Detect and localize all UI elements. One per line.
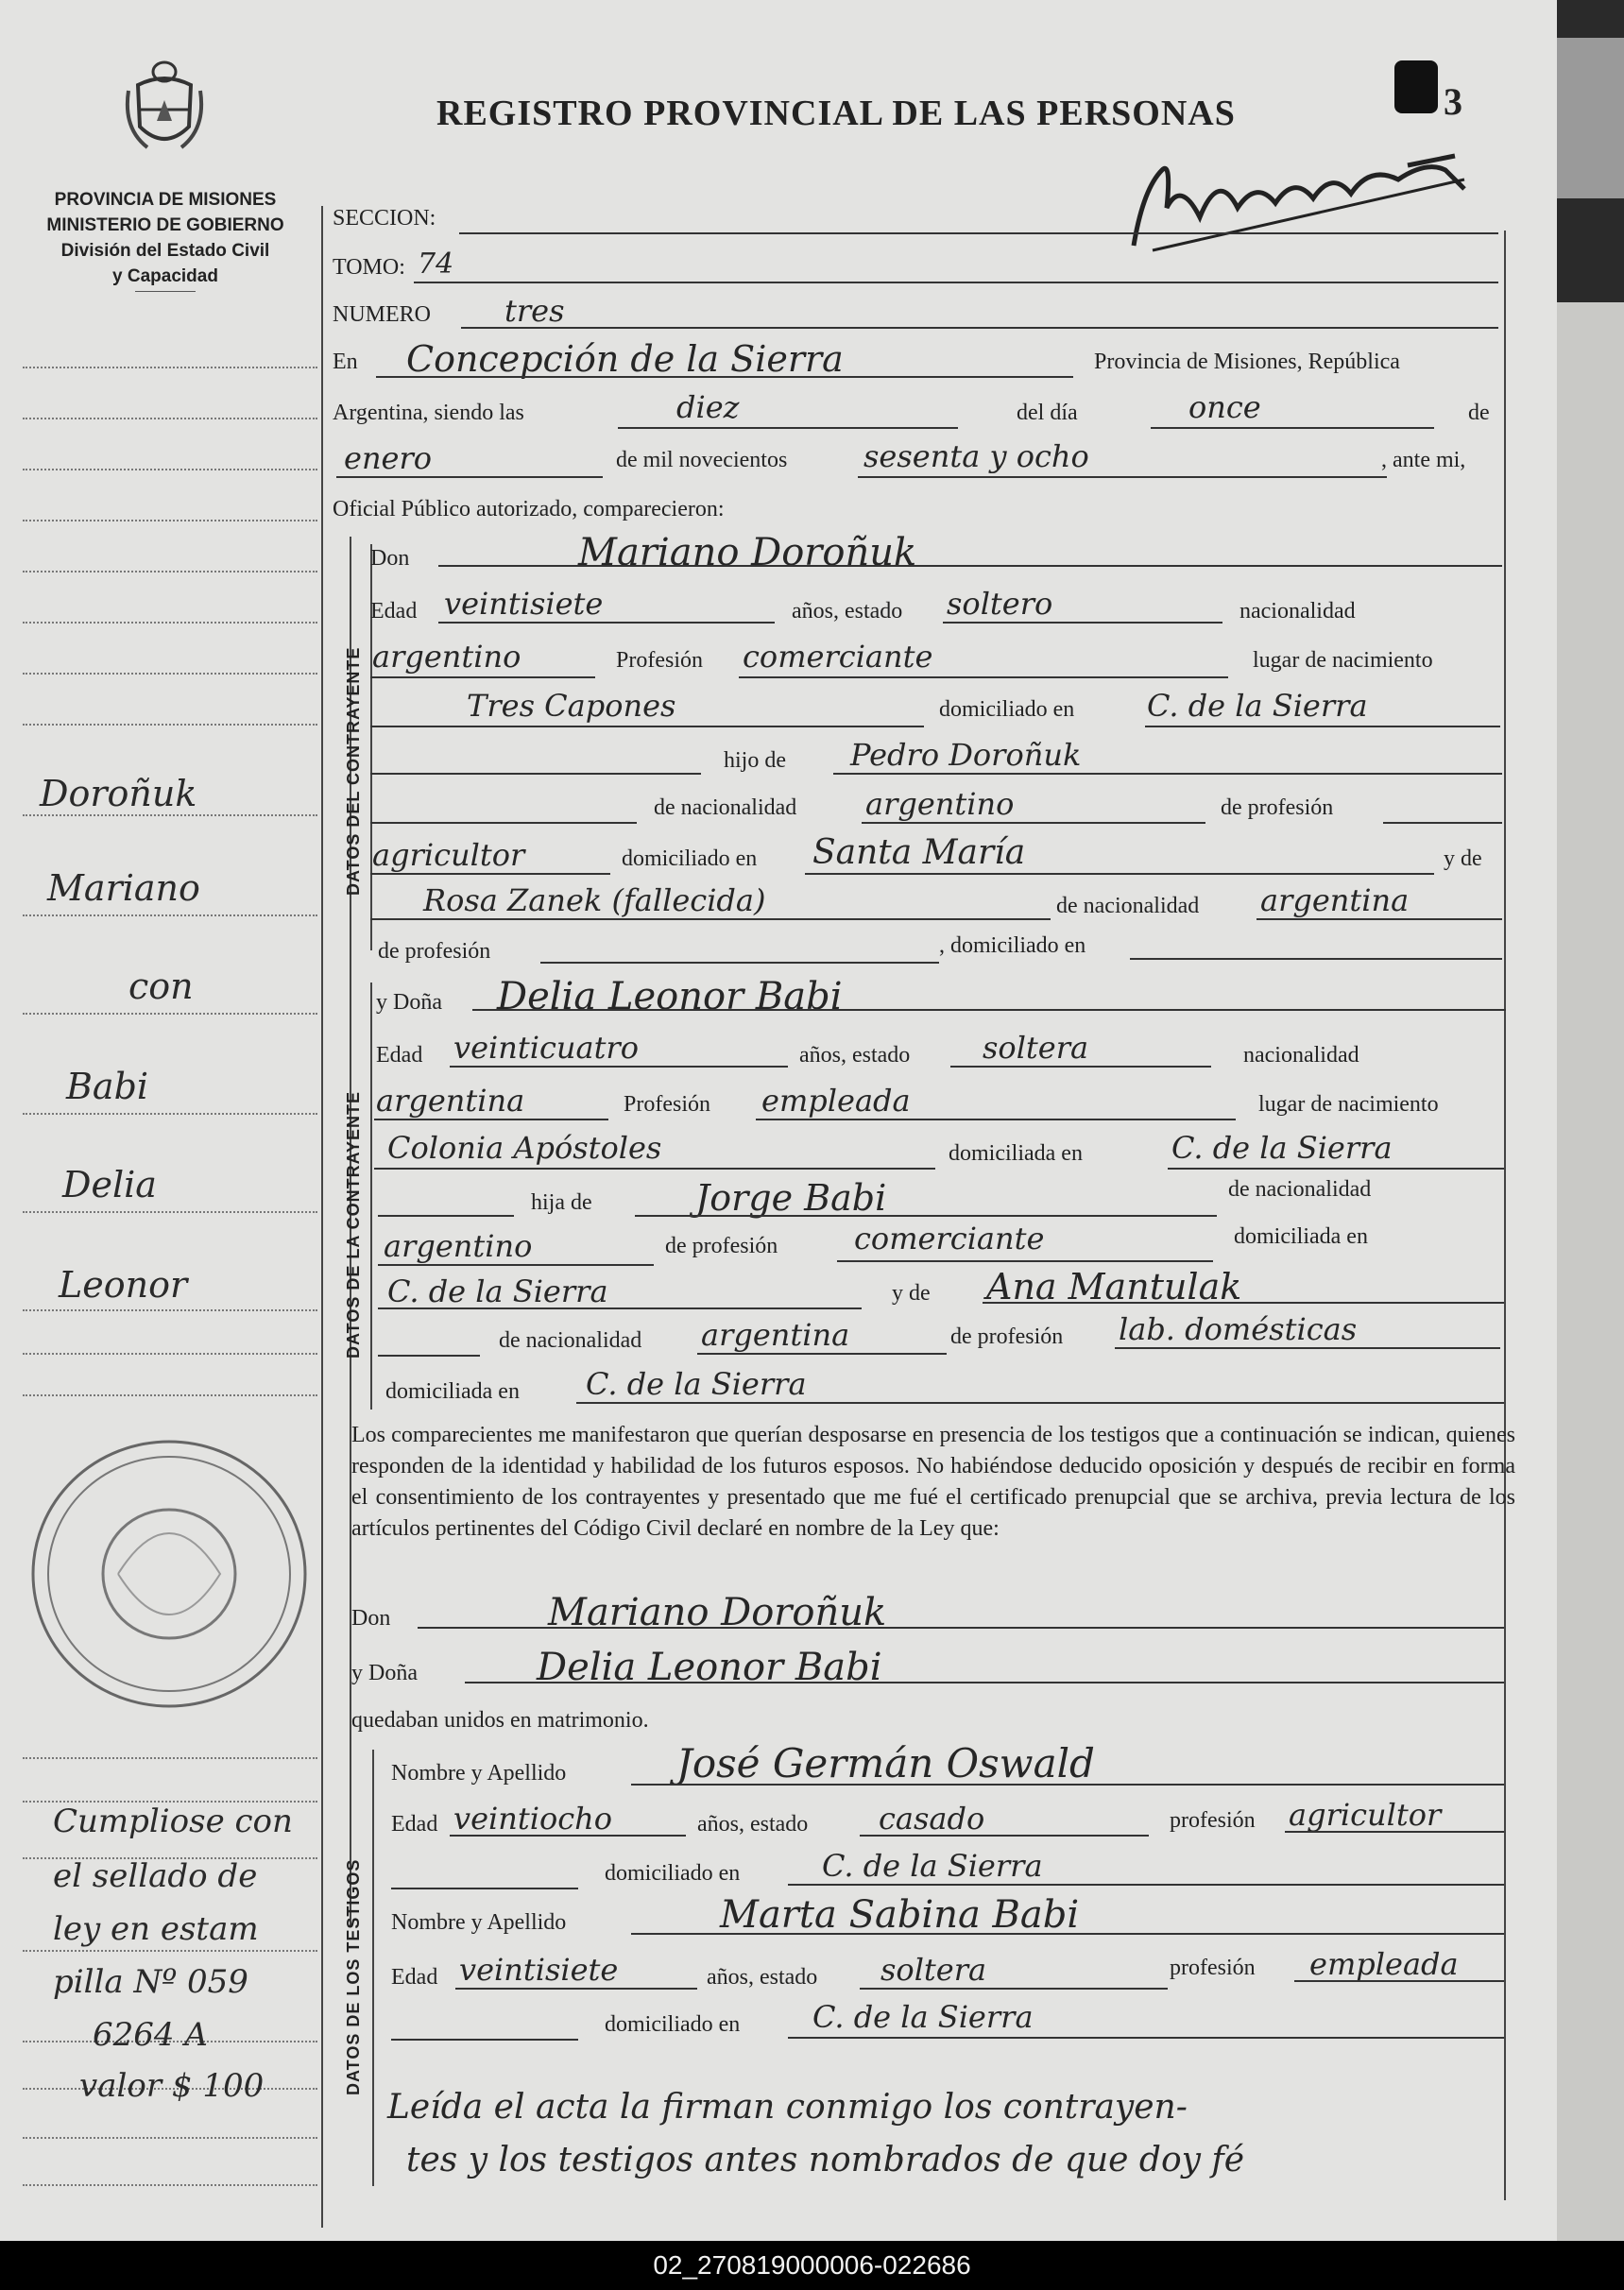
hour-value: diez [676,389,740,425]
witness1-name-label: Nombre y Apellido [391,1761,567,1786]
margin-line [23,1757,317,1759]
margin-line [23,914,317,916]
bride-father-line [635,1215,1217,1217]
bride-mother-domicile-line [576,1402,1504,1404]
margin-line [23,622,317,624]
bride-father-profession: comerciante [854,1221,1045,1256]
margin-line [23,2137,317,2139]
witness2-age: veintisiete [459,1952,619,1988]
bride-father-profession-line [837,1260,1213,1262]
declaration-closing: quedaban unidos en matrimonio. [351,1708,649,1733]
declaration-groom-line [418,1627,1504,1629]
province-text: Provincia de Misiones, República [1094,350,1400,374]
argentina-text: Argentina, siendo las [333,401,524,425]
page-number: 3 [1444,80,1462,123]
seccion-line [459,232,1498,234]
declaration-dona-label: y Doña [351,1661,418,1685]
margin-bride-name: Delia [62,1164,157,1205]
father-domicile-line [805,873,1434,875]
profesion-label: Profesión [616,648,703,673]
bride-mother-profession-line [1115,1347,1500,1349]
margin-line [23,418,317,419]
mother-name-line [370,918,1051,920]
bride-domicile: C. de la Sierra [1171,1130,1393,1166]
bride-mother-nationality-line [697,1353,947,1355]
bride-father: Jorge Babi [695,1177,887,1219]
margin-surname: Doroñuk [40,773,197,814]
margin-line [23,367,317,368]
closing-line-1: Leída el acta la firman conmigo los contrayen- [387,2088,1188,2127]
issuer-line-2: MINISTERIO DE GOBIERNO [46,215,284,235]
mother-profession-line [540,962,939,964]
hijo-de-label: hijo de [724,748,786,773]
margin-line [23,1394,317,1396]
margin-bride-surname: Babi [66,1066,149,1107]
blank-line [378,1215,514,1217]
margin-line [23,1950,317,1952]
bride-name: Delia Leonor Babi [497,975,843,1018]
blank-line [391,1888,578,1889]
blank-line [370,822,637,824]
year-line [858,476,1387,478]
tomo-value: 74 [418,248,454,281]
father-profession-line [370,873,610,875]
witness2-domicile: C. de la Sierra [812,1999,1034,2035]
groom-birthplace: Tres Capones [467,688,676,724]
declaration-bride: Delia Leonor Babi [537,1646,882,1689]
groom-age: veintisiete [444,586,604,622]
father-nationality: argentino [865,786,1015,822]
margin-line [23,1113,317,1115]
witness2-profession-line [1294,1980,1504,1982]
right-border [1504,231,1506,2200]
y-de-label-f: y de [892,1281,931,1306]
blank-line [370,773,701,775]
witness2-status-line [860,1988,1168,1990]
issuer-divider [135,291,196,292]
father-domicile: Santa María [812,833,1026,872]
margin-line [23,2184,317,2186]
stamp-note-2: el sellado de [53,1857,258,1895]
declaration-paragraph: Los comparecientes me manifestaron que querían desposarse en presencia de los testigos que a continuación se indican, quienes responden de la identidad y habilidad de los futuros esposos. No habiéndose deducido oposición y después de recibir en forma el consentimiento de los contrayentes y presentado que me fué el certificado prenupcial que se archiva, previa lectura de los artículos pertinentes del Código Civil declaré en nombre de la Ley que: [351,1423,1515,1541]
coat-of-arms-icon [119,53,210,159]
bride-age: veinticuatro [453,1030,639,1066]
groom-age-line [438,622,775,624]
bride-status-line [950,1066,1211,1068]
dona-label: y Doña [376,990,442,1015]
place-value: Concepción de la Sierra [406,338,844,380]
father-nationality-line [862,822,1205,824]
witness1-profession: agricultor [1289,1797,1442,1833]
groom-birthplace-line [370,726,924,727]
scanner-background-paper [1557,302,1624,2241]
bride-father-nationality-line [378,1264,654,1266]
margin-line [23,724,317,726]
witness1-profession-line [1285,1831,1504,1833]
domiciliado-label-2: domiciliado en [622,846,758,871]
issuer-line-4: y Capacidad [112,266,218,286]
closing-line-2: tes y los testigos antes nombrados de que doy fé [406,2141,1245,2179]
ante-mi-label: , ante mi, [1381,448,1466,472]
witness1-name-line [631,1784,1504,1786]
y-de-label: y de [1444,846,1482,871]
witness1-status-line [860,1835,1149,1837]
groom-profession-line [739,676,1228,678]
declaration-groom: Mariano Doroñuk [548,1591,887,1634]
groom-domicile-line [1145,726,1500,727]
margin-line [23,1309,317,1311]
anios-estado-label-f: años, estado [799,1043,911,1068]
domiciliada-label: domiciliada en [949,1141,1083,1166]
groom-domicile: C. de la Sierra [1147,688,1368,724]
mother-domicile-line [1130,958,1502,960]
lugar-label: lugar de nacimiento [1253,648,1433,673]
bride-name-line [472,1009,1506,1011]
bride-father-domicile: C. de la Sierra [387,1273,608,1309]
stamp-note-4: pilla Nº 059 [53,1963,248,2001]
de-label: de [1468,401,1490,425]
margin-line [23,1013,317,1015]
witness2-name: Marta Sabina Babi [720,1893,1080,1937]
month-value: enero [344,440,433,476]
en-label: En [333,350,358,374]
domiciliado-label-3: , domiciliado en [939,933,1086,958]
seccion-label: SECCION: [333,206,436,231]
profesion-label-f: Profesión [624,1092,710,1117]
witness1-age-line [450,1835,686,1837]
margin-line [23,571,317,572]
blank-line [391,2039,578,2041]
bride-profession: empleada [761,1083,911,1119]
bride-nationality-line [374,1119,608,1120]
place-line [376,376,1073,378]
numero-label: NUMERO [333,302,432,327]
bride-age-line [450,1066,788,1068]
document-title: REGISTRO PROVINCIAL DE LAS PERSONAS [436,94,1236,133]
bride-section-label: DATOS DE LA CONTRAYENTE [344,1090,363,1359]
margin-border [321,206,323,2228]
bride-profession-line [756,1119,1236,1120]
edad-label-f: Edad [376,1043,423,1068]
bride-mother-profession: lab. domésticas [1119,1311,1358,1347]
groom-status: soltero [947,586,1053,622]
margin-line [23,673,317,675]
witness1-profesion-label: profesión [1170,1808,1256,1833]
witness1-domicile-line [788,1884,1504,1886]
declaration-bride-line [465,1682,1504,1683]
nacionalidad-label: nacionalidad [1239,599,1356,624]
issuer-line-1: PROVINCIA DE MISIONES [54,190,277,210]
bride-nationality: argentina [376,1083,525,1119]
bride-mother: Ana Mantulak [986,1266,1242,1307]
witness2-name-label: Nombre y Apellido [391,1910,567,1935]
margin-line [23,520,317,521]
anios-estado-label: años, estado [792,599,903,624]
margin-line [23,469,317,470]
de-profesion-label-f: de profesión [665,1234,778,1258]
father-name-line [833,773,1502,775]
mother-nationality-line [1256,918,1502,920]
groom-status-line [943,622,1222,624]
declaration-don-label: Don [351,1606,391,1631]
don-label: Don [370,546,410,571]
stamp-note-5: 6264 A [93,2016,208,2054]
stamp-note-1: Cumpliose con [53,1803,293,1840]
groom-nationality-line [370,676,595,678]
blank-line [378,1355,480,1357]
witness2-anios-label: años, estado [707,1965,818,1990]
tomo-label: TOMO: [333,255,405,280]
witness1-age: veintiocho [453,1801,613,1837]
bride-domicile-line [1168,1168,1504,1170]
witness1-anios-label: años, estado [697,1812,809,1837]
hija-de-label: hija de [531,1190,592,1215]
domiciliada-label-2: domiciliada en [1234,1224,1368,1249]
witness-section-label: DATOS DE LOS TESTIGOS [344,1858,363,2095]
year-value: sesenta y ocho [863,438,1089,474]
nacionalidad-label-f: nacionalidad [1243,1043,1359,1068]
tomo-line [414,282,1498,283]
official-seal [28,1436,310,1712]
witness1-name: José Germán Oswald [676,1740,1095,1786]
mother-name: Rosa Zanek (fallecida) [423,882,766,918]
lugar-label-f: lugar de nacimiento [1258,1092,1439,1117]
bride-birthplace: Colonia Apóstoles [387,1130,662,1166]
numero-line [461,327,1498,329]
de-nacionalidad-label: de nacionalidad [654,795,797,820]
de-profesion-label-2: de profesión [378,939,491,964]
de-mil-label: de mil novecientos [616,448,788,472]
bride-mother-nationality: argentina [701,1317,850,1353]
witness2-age-line [455,1988,697,1990]
domiciliada-label-3: domiciliada en [385,1379,520,1404]
groom-nationality: argentino [372,639,521,675]
margin-line [23,1353,317,1355]
witness2-profession: empleada [1309,1946,1459,1982]
month-line [336,476,603,478]
groom-profession: comerciante [743,639,933,675]
witness1-edad-label: Edad [391,1812,438,1837]
witness2-domiciliado-label: domiciliado en [605,2012,741,2037]
issuer-line-3: División del Estado Civil [60,241,270,261]
signature-mark [1124,151,1483,255]
witness2-name-line [631,1933,1504,1935]
hour-line [618,427,958,429]
stamp-note-6: valor $ 100 [79,2067,265,2105]
margin-line [23,1211,317,1213]
bride-mother-line [983,1302,1504,1304]
margin-name: Mariano [47,867,200,909]
margin-bride-second-name: Leonor [59,1264,188,1306]
day-value: once [1188,389,1261,425]
witness1-domicile: C. de la Sierra [822,1848,1043,1884]
mother-nationality: argentina [1260,882,1410,918]
de-profesion-label: de profesión [1221,795,1334,820]
edad-label: Edad [370,599,418,624]
numero-value: tres [504,293,565,329]
de-nacionalidad-label-2: de nacionalidad [1056,894,1200,918]
domiciliado-label: domiciliado en [939,697,1075,722]
witness2-edad-label: Edad [391,1965,438,1990]
witness2-profesion-label: profesión [1170,1956,1256,1980]
father-profession-line-1 [1383,822,1502,824]
groom-name: Mariano Doroñuk [578,531,917,574]
groom-section-label: DATOS DEL CONTRAYENTE [344,646,363,896]
bride-father-nationality: argentino [384,1228,533,1264]
father-profession: agricultor [372,837,525,873]
groom-name-line [438,565,1502,567]
issuer-block [19,187,312,292]
de-nacionalidad-label-f: de nacionalidad [1228,1177,1372,1202]
margin-con: con [128,966,194,1007]
day-line [1151,427,1434,429]
bride-birthplace-line [374,1168,935,1170]
image-id-footer: 02_270819000006-022686 [0,2241,1624,2290]
witness-section-border [372,1750,374,2186]
witness2-domicile-line [788,2037,1504,2039]
oficial-text: Oficial Público autorizado, comparecieron: [333,497,725,521]
stamp-note-3: ley en estam [53,1910,259,1948]
witness2-status: soltera [880,1952,987,1988]
bride-mother-domicile: C. de la Sierra [586,1366,807,1402]
ink-blot [1394,60,1438,113]
margin-line [23,814,317,816]
witness1-status: casado [879,1801,985,1837]
de-nacionalidad-label-f2: de nacionalidad [499,1328,642,1353]
bride-status: soltera [983,1030,1089,1066]
bride-section-border [370,983,372,1410]
scanner-background-highlight [1557,38,1624,198]
del-dia-label: del día [1017,401,1078,425]
de-profesion-label-f2: de profesión [950,1324,1064,1349]
bride-father-domicile-line [378,1307,862,1309]
father-name: Pedro Doroñuk [850,737,1082,773]
witness1-domiciliado-label: domiciliado en [605,1861,741,1886]
